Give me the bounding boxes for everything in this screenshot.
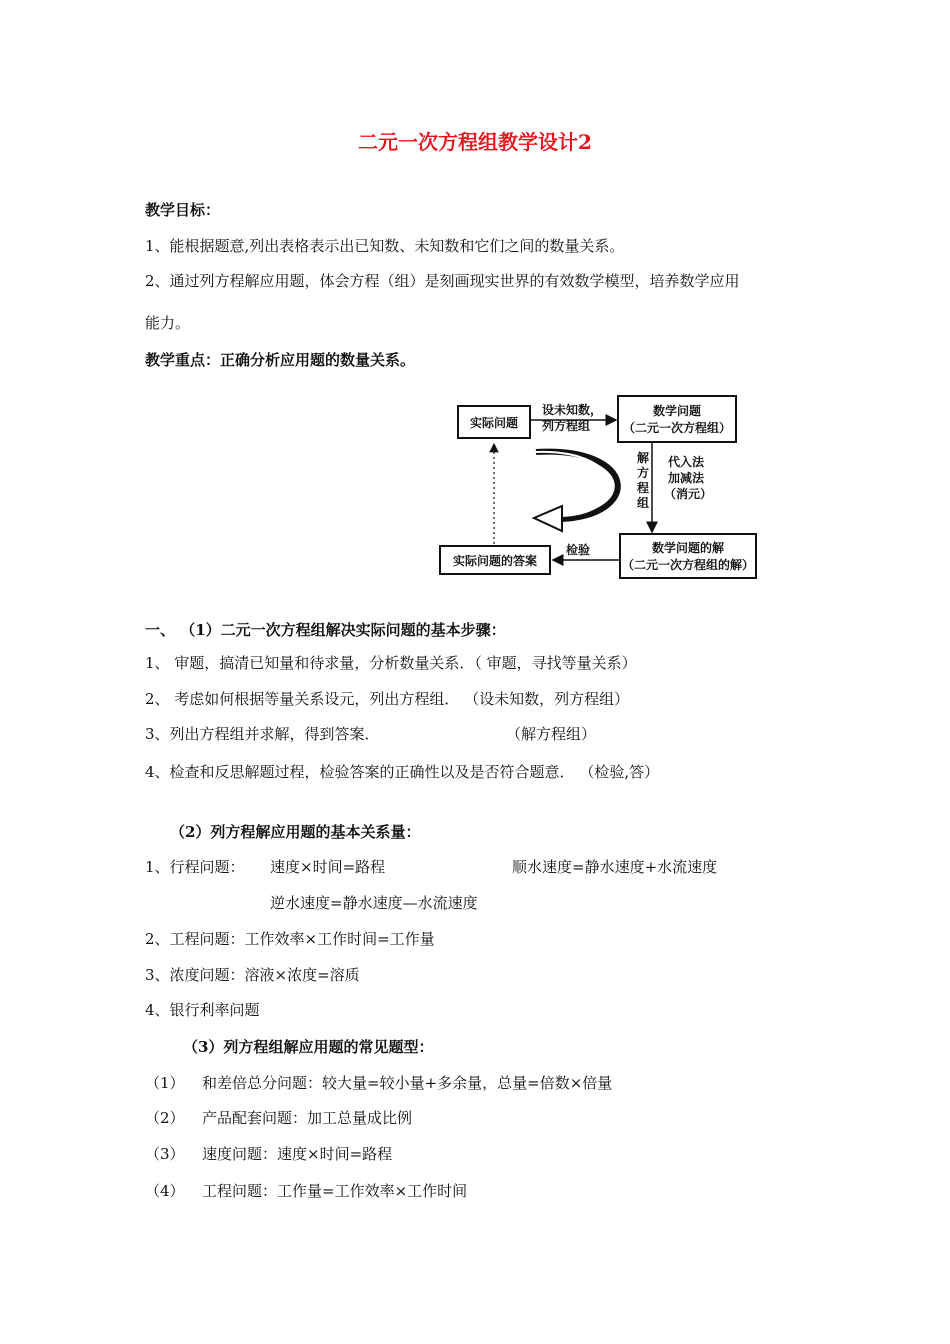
type-4-text: 工程问题：工作量=工作效率×工作时间	[202, 1182, 468, 1200]
page-title: 二元一次方程组教学设计2	[358, 130, 592, 154]
label-elimination: （消元）	[664, 487, 713, 501]
travel-label: 1、行程问题：	[145, 858, 245, 876]
teaching-focus: 教学重点：正确分析应用题的数量关系。	[145, 351, 416, 369]
section1-heading: 一、 （1）二元一次方程组解决实际问题的基本步骤：	[145, 621, 506, 639]
concentration-problem: 3、浓度问题：溶液×浓度=溶质	[145, 966, 360, 984]
type-4-num: （4）	[145, 1182, 185, 1200]
type-2-num: （2）	[145, 1109, 185, 1127]
curved-arrow-outer	[536, 452, 618, 519]
travel-formula-3: 逆水速度=静水速度—水流速度	[270, 894, 478, 912]
step-3-note: （解方程组）	[506, 725, 597, 743]
label-real-answer: 实际问题的答案	[452, 554, 538, 568]
travel-formula-2: 顺水速度=静水速度+水流速度	[512, 858, 718, 876]
box-math-problem	[618, 396, 736, 442]
type-2-text: 产品配套问题：加工总量成比例	[202, 1109, 413, 1127]
section3-heading: （3）列方程组解应用题的常见题型：	[183, 1038, 434, 1056]
goal-item-1: 1、能根据题意,列出表格表示出已知数、未知数和它们之间的数量关系。	[145, 237, 625, 255]
label-solve-4: 组	[636, 496, 650, 510]
step-2: 2、 考虑如何根据等量关系设元，列出方程组． （设未知数，列方程组）	[145, 690, 630, 708]
step-3: 3、列出方程组并求解，得到答案．	[145, 725, 380, 743]
label-math-problem-sub: （二元一次方程组）	[622, 421, 732, 435]
work-problem: 2、工程问题：工作效率×工作时间=工作量	[145, 930, 435, 948]
label-solve-2: 方	[636, 466, 650, 480]
label-set-unknown: 设未知数，	[542, 403, 603, 417]
label-solve-3: 程	[636, 481, 650, 495]
label-check: 检验	[566, 543, 591, 557]
section2-heading: （2）列方程解应用题的基本关系量：	[170, 823, 421, 841]
label-list-eq: 列方程组	[542, 419, 591, 433]
label-math-solution: 数学问题的解	[651, 541, 725, 555]
step-4: 4、检查和反思解题过程，检验答案的正确性以及是否符合题意． （检验,答）	[145, 763, 660, 781]
label-substitution: 代入法	[668, 455, 705, 469]
goal-item-2-cont: 能力。	[145, 314, 191, 332]
type-3-text: 速度问题：速度×时间=路程	[202, 1145, 393, 1163]
label-math-solution-sub: （二元一次方程组的解）	[621, 558, 755, 572]
label-math-problem: 数学问题	[652, 404, 702, 418]
goal-item-2: 2、通过列方程解应用题，体会方程（组）是刻画现实世界的有效数学模型，培养数学应用	[145, 272, 740, 290]
interest-problem: 4、银行利率问题	[145, 1001, 260, 1019]
label-addition: 加减法	[668, 471, 705, 485]
step-1: 1、 审题，搞清已知量和待求量，分析数量关系．（ 审题，寻找等量关系）	[145, 654, 637, 672]
problem-solving-flowchart	[438, 386, 768, 586]
type-3-num: （3）	[145, 1145, 185, 1163]
label-solve-1: 解	[636, 451, 650, 465]
travel-formula-1: 速度×时间=路程	[270, 858, 386, 876]
type-1-text: 和差倍总分问题：较大量=较小量+多余量，总量=倍数×倍量	[202, 1074, 613, 1092]
type-1-num: （1）	[145, 1074, 185, 1092]
goals-heading: 教学目标：	[145, 201, 221, 219]
label-real-problem: 实际问题	[469, 416, 519, 430]
curved-arrow-head	[534, 506, 562, 531]
